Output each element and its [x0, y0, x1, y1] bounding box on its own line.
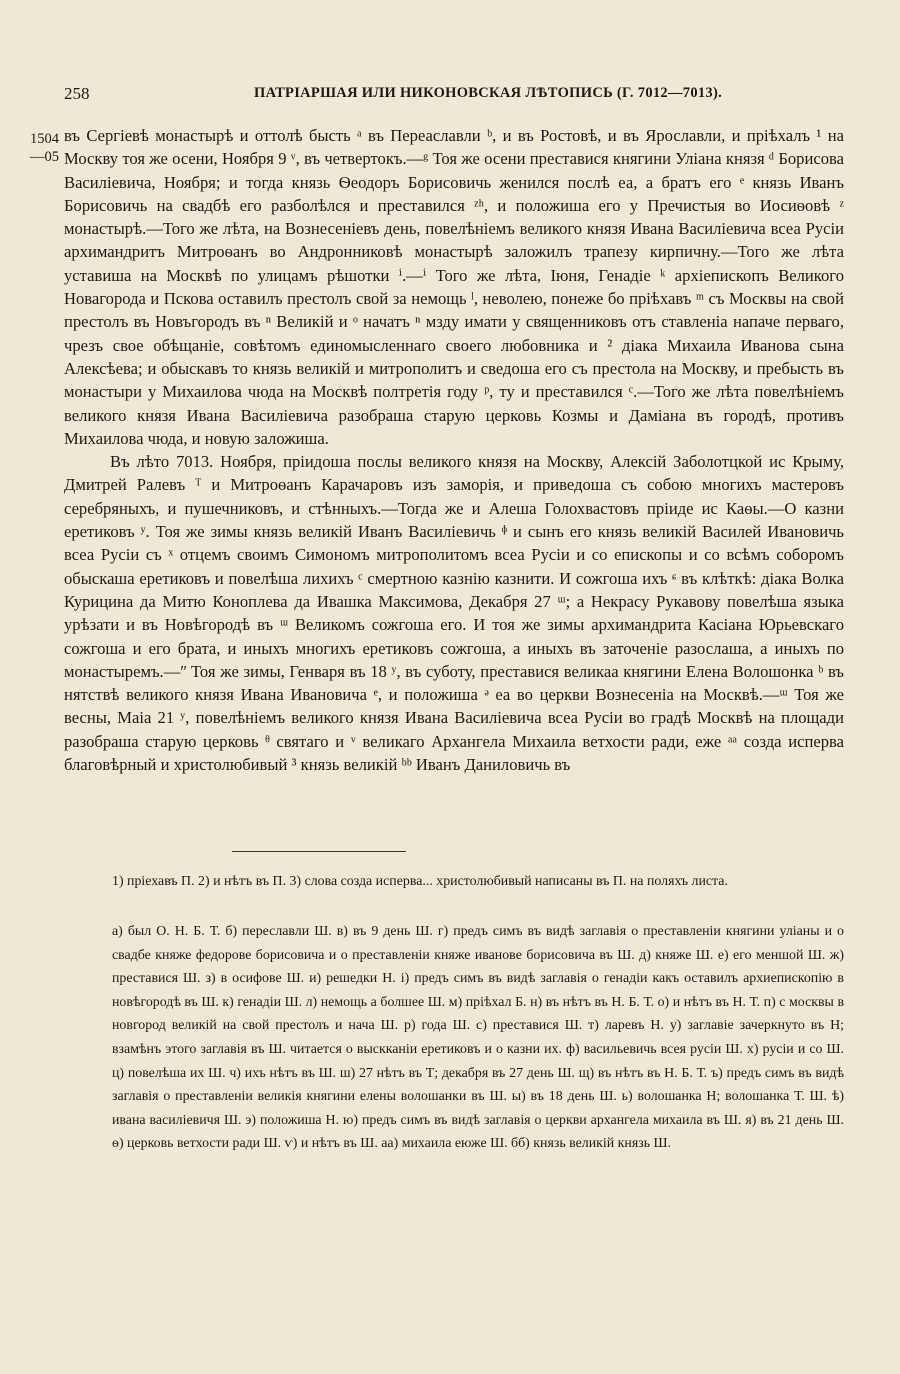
footnotes-numbered-text: 1) пріехавъ П. 2) и нѣтъ въ П. 3) слова созда исперва... христолюбивый написаны въ П. на поляхъ листа. — [112, 874, 728, 889]
margin-year-top: 1504 — [30, 131, 59, 147]
footnote-divider — [232, 851, 406, 852]
paragraph-2: Въ лѣто 7013. Ноября, пріидоша послы великого князя на Москву, Алексій Заболотцкой ис Крыму, Дмитрей Ралевъ ᵀ и Митроѳанъ Карачаровъ изъ заморія, и приведоша съ собою многихъ мастеровъ серебряныхъ, и пушечниковъ, и стѣнныхъ.—Тогда же и Алеша Голохвастовъ пріиде ис Каѳы.—О казни еретиковъ ʸ. Тоя же зимы князь великій Иванъ Василіевичь ᶲ и сынъ его князь великій Василей Ивановичь всеа Русіи съ ˣ отцемъ своимъ Симономъ митрополитомъ всеа Русіи и со епископы и со всѣмъ соборомъ обыскаша еретиковъ и повелѣша лихихъ ᶜ смертною казнію казнити. И сожгоша ихъ ᶝ въ клѣткѣ: діака Волка Курицина да Митю Коноплева да Ивашка Максимова, Декабря 27 ᵚ; а Некрасу Рукавову повелѣша языка урѣзати и въ Новѣгородѣ въ ᵚ Великомъ сожгоша его. И тоя же зимы архимандрита Касіана Юрьевскаго сожгоша и его брата, и иныхъ многихъ еретиковъ сожгоша, а иныхъ въ заточеніе разослаша, а иныхъ по монастыремъ.—ʺ Тоя же зимы, Генваря въ 18 ʸ, въ суботу, преставися великаа княгини Елена Волошонка ᵇ въ нятствѣ великого князя Ивана Ивановича ᵉ, и положиша ᵊ еа во церкви Вознесеніа на Москвѣ.—ᵚ Тоя же весны, Маіа 21 ʸ, повелѣніемъ великого князя Ивана Василіевича всеа Русіи во градѣ Москвѣ на площади разобраша старую церковь ᶿ святаго и ᵛ великаго Архангела Михаила ветхости ради, еже ᵃᵃ созда исперва благовѣрный и христолюбивый ³ князь великій ᵇᵇ Иванъ Даниловичь въ — [64, 452, 844, 775]
page-header — [64, 84, 844, 110]
margin-year-bottom: —05 — [30, 149, 59, 165]
running-title: ПАТРІАРШАЯ ИЛИ НИКОНОВСКАЯ ЛѢТОПИСЬ (Г. 7012—7013). — [254, 85, 723, 101]
footnotes-lettered — [112, 920, 844, 1156]
main-text — [64, 124, 844, 776]
paragraph-1: въ Сергіевѣ монастырѣ и оттолѣ бысть ᵃ въ Переаславли ᵇ, и въ Ростовѣ, и въ Ярославли, и пріѣхалъ ¹ на Москву тоя же осени, Ноября 9 ᵛ, въ четвертокъ.—ᵍ Тоя же осени преставися княгини Уліана князя ᵈ Борисова Василіевича, Ноября; и тогда князь Ѳеодоръ Борисовичь женился послѣ еа, а братъ его ᵉ князь Иванъ Борисовичь на свадбѣ его разболѣлся и преставился ᶻʰ, и положиша его у Пречистыя во Иосиѳовѣ ᶻ монастырѣ.—Того же лѣта, на Вознесеніевъ день, повелѣніемъ великого князя Ивана Василіевича всеа Русіи архимандритъ Митроѳанъ во Андронниковѣ монастырѣ заложилъ трапезу кирпичну.—Того же лѣта уставиша на Москвѣ по улицамъ рѣшотки ⁱ.—ⁱ Того же лѣта, Іюня, Генадіе ᵏ архіепископъ Великого Новагорода и Пскова оставилъ престолъ свой за немощь ˡ, неволею, понеже бо пріѣхавъ ᵐ съ Москвы на свой престолъ въ Новъгородъ въ ⁿ Великій и ᵒ начатъ ⁿ мзду имати у священниковъ отъ ставленіа напаче перваго, чрезъ свое обѣщаніе, совѣтомъ единомысленнаго своего любовника и ² діака Михаила Иванова сына Алексѣева; и обыскавъ то князь великій и митрополитъ и сведоша его съ престола на Москву, и пребысть въ монастыри у Михаилова чюда на Москвѣ полтретія году ᵖ, ту и преставился ᶜ.—Того же лѣта повелѣніемъ великого князя Ивана Василіевича разобраша старую церковь Козмы и Даміана въ городѣ, противъ Михаилова чюда, и новую заложиша. — [64, 126, 844, 448]
page-number: 258 — [64, 84, 90, 103]
footnotes-numbered — [112, 870, 844, 894]
footnotes-lettered-text: а) был О. Н. Б. Т. б) переславли Ш. в) въ 9 день Ш. г) предъ симъ въ видѣ заглавія о преставленіи княгини уліаны и о свадбе княже федорове борисовича и о преставленіи княже ивановe борисовича въ Ш. д) княже Ш. е) его меншой Ш. ж) преставися Ш. з) в осифове Ш. и) решедки Н. і) предъ симъ въ видѣ заглавія о генадіи какъ оставилъ архиепископію в новѣгородѣ въ Ш. к) генадіи Ш. л) немощь а болшее Ш. м) пріѣхал Б. н) въ нѣтъ въ Н. Б. Т. о) и нѣтъ въ Н. Т. п) с москвы в новгород великій на свой престолъ и нача Ш. р) года Ш. с) преставися Ш. т) ларевъ Н. у) заглавіе зачеркнуто въ Н; взамѣнъ этого заглавія въ Ш. читается о выскканіи еретиковъ и о казни их. ф) васильевичь всея русіи Ш. х) русіи и со Ш. ц) повелѣша их Ш. ч) ихъ нѣтъ въ Ш. ш) 27 нѣтъ въ Т; декабря въ 27 день Ш. щ) въ нѣтъ въ Н. Б. Т. ъ) предъ симъ въ видѣ заглавія о преставленіи великія княгини елены волошанки въ Ш. ы) въ 18 день Ш. ь) волошанка Н; волошанка Т. Ш. ѣ) ивана василіевичя Ш. э) положиша Н. ю) предъ симъ въ видѣ заглавія о церкви архангела михаила въ Ш. я) въ 21 день Ш. ѳ) церковь ветхости ради Ш. ѵ) и нѣтъ въ Ш. аа) михаила еюже Ш. бб) князь великій князь Ш. — [112, 924, 844, 1152]
